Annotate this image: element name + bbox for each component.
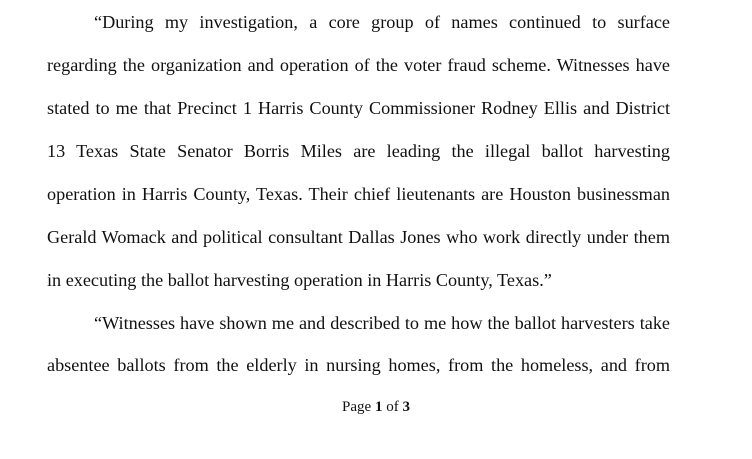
current-page-number: 1 bbox=[374, 399, 383, 415]
paragraph-2-line-2: absentee ballots from the elderly in nursing homes, from the homeless, and from bbox=[47, 355, 670, 375]
total-page-count: 3 bbox=[402, 399, 410, 415]
paragraph-1-line-5: operation in Harris County, Texas. Their chief lieutenants are Houston businessman bbox=[47, 184, 670, 204]
paragraph-1-line-6: Gerald Womack and political consultant Dallas Jones who work directly under them bbox=[47, 227, 670, 247]
page-of-label: of bbox=[382, 399, 403, 415]
paragraph-1-line-4: 13 Texas State Senator Borris Miles are leading the illegal ballot harvesting bbox=[47, 141, 670, 161]
page-number-footer bbox=[0, 397, 752, 417]
paragraph-1-line-7: in executing the ballot harvesting operation in Harris County, Texas.” bbox=[47, 270, 552, 290]
paragraph-2-line-1: “Witnesses have shown me and described to me how the ballot harvesters take bbox=[94, 313, 670, 333]
paragraph-1-line-2: regarding the organization and operation of the voter fraud scheme. Witnesses have bbox=[47, 55, 670, 75]
paragraph-1-line-1: “During my investigation, a core group of names continued to surface bbox=[94, 12, 670, 32]
page-label: Page bbox=[342, 399, 375, 415]
paragraph-1-line-3: stated to me that Precinct 1 Harris County Commissioner Rodney Ellis and District bbox=[47, 98, 670, 118]
